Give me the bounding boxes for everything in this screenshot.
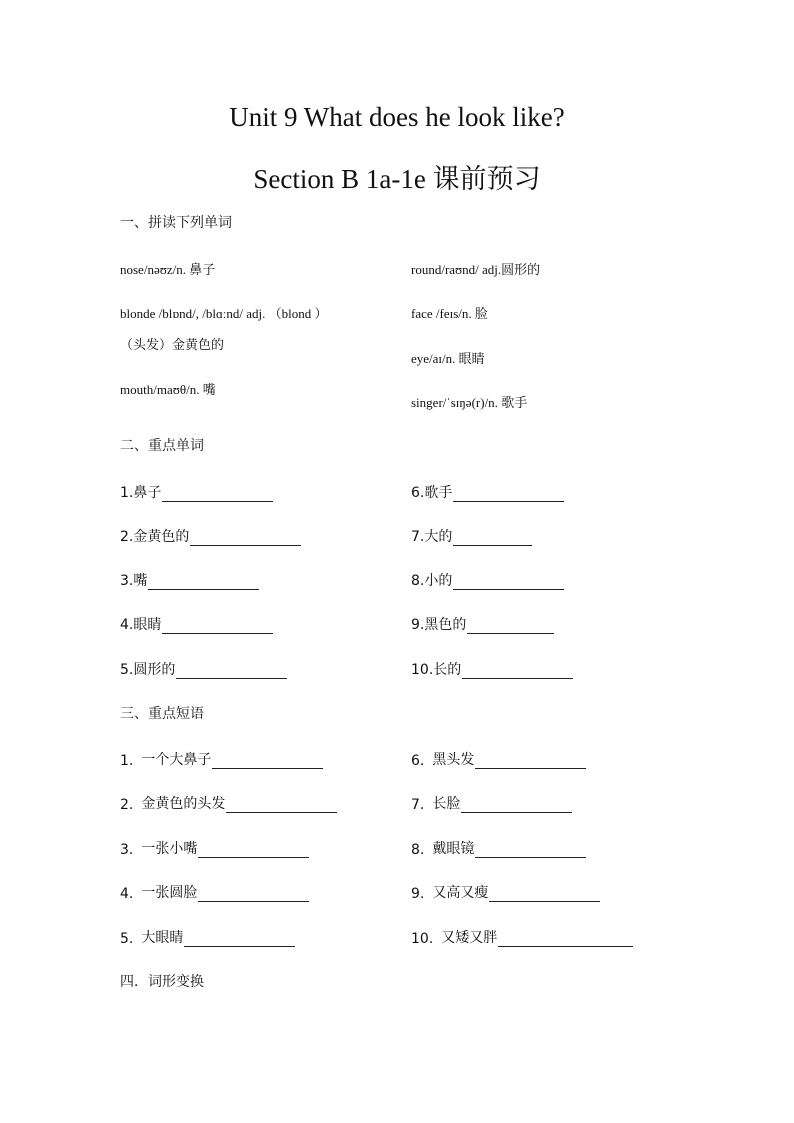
section1-heading: 一、拼读下列单词 bbox=[120, 215, 232, 231]
phrase-number: 7. bbox=[411, 797, 425, 813]
vocab-blonde-meaning: （头发）金黄色的 bbox=[120, 338, 225, 353]
key-word-item bbox=[120, 659, 287, 679]
key-word-item bbox=[411, 526, 532, 546]
answer-blank[interactable] bbox=[461, 798, 572, 813]
key-word-label: 3.嘴 bbox=[120, 573, 148, 589]
phrase-number: 8. bbox=[411, 842, 425, 858]
key-word-label: 2.金黄色的 bbox=[120, 529, 190, 545]
phrase-label: 一张圆脸 bbox=[141, 885, 198, 901]
phrase-item bbox=[411, 749, 586, 769]
answer-blank[interactable] bbox=[489, 887, 600, 902]
section-title: Section B 1a-1e 课前预习 bbox=[253, 164, 541, 194]
phrase-item bbox=[120, 749, 323, 769]
phrase-number: 2. bbox=[120, 797, 134, 813]
key-word-item bbox=[120, 570, 259, 590]
phrase-number: 6. bbox=[411, 753, 425, 769]
phrase-label: 戴眼镜 bbox=[432, 841, 475, 857]
key-word-item bbox=[411, 482, 564, 502]
answer-blank[interactable] bbox=[212, 754, 323, 769]
vocab-face bbox=[411, 303, 488, 322]
key-word-label: 8.小的 bbox=[411, 573, 453, 589]
vocab-face-phonetic: face /feɪs/n. bbox=[411, 306, 472, 321]
vocab-singer bbox=[411, 392, 527, 411]
answer-blank[interactable] bbox=[475, 754, 586, 769]
phrase-item bbox=[120, 927, 295, 947]
key-word-item bbox=[411, 659, 573, 679]
phrase-number: 5. bbox=[120, 931, 134, 947]
phrase-label: 长脸 bbox=[432, 796, 461, 812]
vocab-blonde-phonetic: blonde /blɒnd/, /blɑːnd/ adj. （blond ） bbox=[120, 306, 328, 321]
vocab-mouth-phonetic: mouth/maʊθ/n. bbox=[120, 382, 200, 397]
key-word-label: 10.长的 bbox=[411, 662, 462, 678]
phrase-label: 金黄色的头发 bbox=[141, 796, 226, 812]
phrase-label: 一张小嘴 bbox=[141, 841, 198, 857]
key-word-label: 7.大的 bbox=[411, 529, 453, 545]
vocab-blonde bbox=[120, 303, 328, 322]
phrase-item bbox=[411, 882, 600, 902]
phrase-number: 3. bbox=[120, 842, 134, 858]
answer-blank[interactable] bbox=[184, 932, 295, 947]
key-word-item bbox=[411, 614, 554, 634]
vocab-nose bbox=[120, 259, 215, 278]
vocab-nose-phonetic: nose/nəʊz/n. bbox=[120, 262, 186, 277]
vocab-blonde-meaning-line bbox=[120, 334, 224, 353]
phrase-label: 一个大鼻子 bbox=[141, 752, 212, 768]
key-word-label: 6.歌手 bbox=[411, 485, 453, 501]
answer-blank[interactable] bbox=[453, 487, 564, 502]
answer-blank[interactable] bbox=[498, 932, 633, 947]
vocab-nose-meaning: 鼻子 bbox=[189, 263, 216, 278]
answer-blank[interactable] bbox=[198, 843, 309, 858]
section3-heading: 三、重点短语 bbox=[120, 706, 204, 722]
answer-blank[interactable] bbox=[226, 798, 337, 813]
phrase-number: 4. bbox=[120, 886, 134, 902]
vocab-eye-meaning: 眼睛 bbox=[458, 352, 485, 367]
key-word-label: 4.眼睛 bbox=[120, 617, 162, 633]
phrase-number: 1. bbox=[120, 753, 134, 769]
phrase-item bbox=[120, 793, 337, 813]
vocab-mouth-meaning: 嘴 bbox=[202, 383, 216, 398]
phrase-item bbox=[411, 927, 633, 947]
phrase-label: 大眼睛 bbox=[141, 930, 184, 946]
key-word-label: 9.黑色的 bbox=[411, 617, 467, 633]
answer-blank[interactable] bbox=[198, 887, 309, 902]
phrase-label: 又矮又胖 bbox=[441, 930, 498, 946]
answer-blank[interactable] bbox=[467, 619, 554, 634]
answer-blank[interactable] bbox=[162, 619, 273, 634]
answer-blank[interactable] bbox=[475, 843, 586, 858]
answer-blank[interactable] bbox=[453, 575, 564, 590]
vocab-round-meaning: 圆形的 bbox=[501, 263, 541, 278]
phrase-item bbox=[120, 838, 309, 858]
vocab-eye-phonetic: eye/aɪ/n. bbox=[411, 351, 456, 366]
phrase-item bbox=[120, 882, 309, 902]
vocab-mouth bbox=[120, 379, 216, 398]
vocab-singer-phonetic: singer/ˈsɪŋə(r)/n. bbox=[411, 395, 498, 410]
key-word-item bbox=[120, 526, 301, 546]
key-word-item bbox=[411, 570, 564, 590]
answer-blank[interactable] bbox=[462, 664, 573, 679]
answer-blank[interactable] bbox=[176, 664, 287, 679]
unit-title: Unit 9 What does he look like? bbox=[229, 102, 565, 132]
answer-blank[interactable] bbox=[148, 575, 259, 590]
key-word-label: 1.鼻子 bbox=[120, 485, 162, 501]
phrase-number: 9. bbox=[411, 886, 425, 902]
vocab-face-meaning: 脸 bbox=[474, 307, 488, 322]
key-word-item bbox=[120, 614, 273, 634]
phrase-label: 又高又瘦 bbox=[432, 885, 489, 901]
section4-heading: 四．词形变换 bbox=[120, 974, 204, 990]
key-word-label: 5.圆形的 bbox=[120, 662, 176, 678]
answer-blank[interactable] bbox=[190, 531, 301, 546]
phrase-item bbox=[411, 793, 572, 813]
vocab-singer-meaning: 歌手 bbox=[501, 396, 528, 411]
answer-blank[interactable] bbox=[453, 531, 532, 546]
key-word-item bbox=[120, 482, 273, 502]
phrase-label: 黑头发 bbox=[432, 752, 475, 768]
vocab-round-phonetic: round/raʊnd/ adj. bbox=[411, 262, 502, 277]
answer-blank[interactable] bbox=[162, 487, 273, 502]
phrase-number: 10. bbox=[411, 931, 434, 947]
phrase-item bbox=[411, 838, 586, 858]
section2-heading: 二、重点单词 bbox=[120, 438, 204, 454]
vocab-round bbox=[411, 259, 540, 278]
vocab-eye bbox=[411, 348, 485, 367]
